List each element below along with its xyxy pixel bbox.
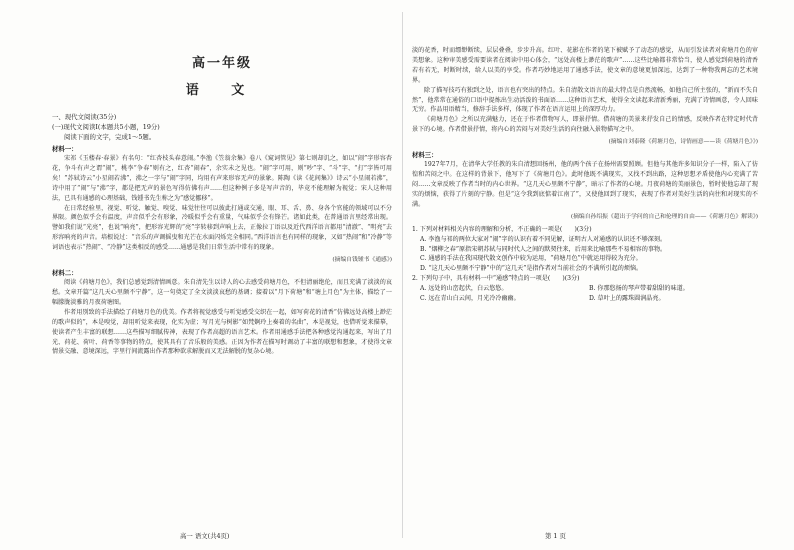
left-column: [52, 0, 392, 550]
material1-paragraph: 宋祁《玉楼春·春景》有名句：“红杏枝头春意闹。”李渔《笠翁余集》卷八《窥词管见》第七则却讥之，如以“闹”字形容杏花，争斗有声之谓“闹”，桃李“争春”则有之，红杏“闹春”，余实未之见也。“闹”字可用，则“吵”字、“斗”字、“打”字皆可用矣！”苏轼诗云“小星闹若沸”，沸之一字与“闹”字同，均用有声来形容无声的景象。陈陶《读《花间集》》诗云“小星闹若沸”，诗中用了“闹”与“沸”字，都是把无声的景色写得仿佛有声……但这种例子多是写声音的，毕竟不能理解为视觉；宋人这种用法，已具有通感的心理基础，钱锺书先生称之为“感觉挪移”。: [52, 155, 392, 202]
subsection-heading: (一)现代文阅读I(本题共5小题，19分): [52, 123, 160, 131]
question-2: 2. 下列句子中，具有材料一中“通感”特点的一项是( )(3分): [412, 275, 580, 283]
question-2-options-row: [420, 284, 758, 294]
question-2-option-a: A. 远处的山峦起伏，白云悠悠。: [420, 285, 508, 293]
question-2-option-d: D. 草叶上的露珠圆润晶亮。: [589, 295, 665, 303]
material3-source: (摘编自孙绍振《超出于学问的自己和伦理的自由——《荷塘月色》解读》): [570, 213, 758, 220]
page-footer-right: 第 1 页: [545, 532, 566, 540]
question-2-options-row: [420, 294, 758, 304]
question-2-option-b: B. 你那悠扬的琴声带着甜甜的味道。: [589, 285, 689, 293]
material1-label: 材料一：: [52, 145, 78, 153]
material3-label: 材料三：: [412, 151, 438, 160]
question-1-option-c: C. 通感的手法在我国现代散文创作中较为运用，“荷塘月色”中就运用得较为充分。: [420, 255, 642, 263]
right-body: [412, 46, 758, 304]
question-2-option-c: C. 远在青山白云间，月光冷冷幽幽。: [420, 295, 520, 303]
material3-paragraph: 1927年7月，在清华大学任教的朱自清想回扬州，他的两个孩子在扬州需要照顾。但他与其他许多知识分子一样，陷入了彷徨和苦闷之中。在这样的背景下，他写下了《荷塘月色》。此时他既不满现实，又找不到出路，这种思想矛盾使他内心充满了苦闷……文章反映了作者当时的内心世界。“这几天心里颇不宁静”，暗示了作者的心境。月夜荷塘的美丽景色，暂时使他忘却了现实的烦恼，获得了片刻的宁静。但是“这令我到底惦着江南了”，又使他回到了现实，表现了作者对美好生活的向往和对现实的不满。: [412, 161, 758, 208]
left-body: [52, 112, 392, 357]
material2-continued: 淡的花香，时而缥缈断续，层层叠叠，步步升高。红叶、花影在作者的笔下被赋予了动态的感觉，从而引发读者对荷塘月色的审美想象。这种审美感受需要读者在阅读中用心体会，“远处高楼上渺茫的歌声”……这些比喻都非常恰当，使人感觉到荷塘的清香若有若无，时断时续，给人以美的享受。作者巧妙地运用了通感手法，使文章的意境更加深远，达到了一种物我两忘的艺术境界。: [412, 47, 758, 84]
section-heading: 一、现代文阅读(35分): [52, 113, 117, 121]
material2-paragraph: 《荷塘月色》之所以充满魅力，还在于作者借物写人，即景抒情。借荷塘的美景来抒发自己的情感，反映作者在特定时代背景下的心境。作者借景抒情，将内心的苦闷与对美好生活的向往融入景物描写之中。: [412, 116, 758, 134]
material2-paragraph: 除了描写技巧有独到之处，语言也有突出的特点。朱自清散文语言的最大特点是自然流畅，如他自己所主张的，“新而不失自然”，他常常在通俗的口语中提炼出生动活泼的书面语……这种语言艺术，使得全文读起来清新秀丽，充满了诗情画意，令人回味无穷。作品用语精当，修辞手法多样，体现了作者在语言运用上的深厚功力。: [412, 86, 758, 114]
material2-source: (摘编自刘泰隆《荷塘月色，诗情画意——读《荷塘月色》》): [608, 139, 758, 146]
instruction-text: 阅读下面的文字，完成1～5题。: [64, 133, 156, 141]
question-1-option-a: A. 李渔与祁的两位大家对“闹”字的认识有着不同见解，证明古人对通感的认识还不够深刻。: [420, 235, 667, 243]
page-footer-left: 高一 语文(共4页): [180, 532, 230, 540]
material2-label: 材料二：: [52, 269, 78, 278]
material1-paragraph: 在日常经验里，视觉、听觉、触觉、嗅觉、味觉往往可以彼此打通或交通，眼、耳、舌、鼻、身各个官能的领域可以不分界限。颜色似乎会有温度，声音似乎会有形象，冷暖似乎会有重量，气味似乎会有锋芒。诸如此类，在普通语言里经常出现。譬如我们说“光亮”，也说“响亮”，把形容光辉的“亮”字转移到声响上去，正像拉丁语以及近代西洋语言都用“清澈”、“明亮”去形容响亮的声音。培根说过：“音乐的声调摇曳和光芒在水面闪烁完全相同。”西洋语言也有同样的现象，又如“热闹”和“冷静”等词语也表示“热闹”、“冷静”这类相反的感受……通感是我们日常生活中常有的现象。: [52, 204, 392, 252]
exam-subject: 语 文: [185, 83, 259, 98]
question-1: 1. 下列对材料相关内容的理解和分析，不正确的一项是( )(3分): [412, 225, 592, 233]
material2-paragraph: 阅读《荷塘月色》，我们总感觉到清情画意。朱自清先生以诗人的心去感受荷塘月色，不但清丽绝伦，而且充满了淡淡的哀愁。文章开篇“这几天心里颇不宁静”，这一句奠定了全文淡淡哀愁的基调；接着以“月下荷塘”和“塘上月色”为主体，描绘了一幅朦胧淡雅的月夜荷塘图。: [52, 279, 392, 306]
question-1-option-b: B. “烟柳之春”原指宋朝苏轼与同时代人之间的默契往来，后用来比喻那些不易相容的事物。: [420, 245, 667, 253]
material2-paragraph: 作者用别致的手法描绘了荷塘月色的优美。作者将视觉感受与听觉感受交织在一起，如写荷花的清香“仿佛远处高楼上渺茫的歌声似的”，本是嗅觉，却用听觉来表现，化实为虚；写月光与树影“如梵婀玲上奏着的名曲”，本是视觉，也借听觉来描摹，使读者产生丰富的联想……这些描写细腻传神，表现了作者高超的语言艺术。作者用通感手法把各种感觉沟通起来，写出了月光、荷花、荷叶、荷香等事物的特点，使其具有了音乐般的美感。正因为作者在描写时调动了丰富的联想和想象，才使得文章情景交融、意境深远，字里行间流露出作者那种欲求解脱而又无法解脱的复杂心境。: [52, 308, 392, 356]
right-column: [412, 0, 758, 550]
question-1-option-d: D. “这几天心里颇不宁静”中的“这几天”是指作者对当前社会的不满所引起的烦恼。: [420, 265, 643, 273]
column-divider: [402, 12, 403, 538]
material1-source: (摘编自钱锺书《通感》): [332, 257, 392, 264]
exam-title: 高一年级: [191, 56, 252, 71]
